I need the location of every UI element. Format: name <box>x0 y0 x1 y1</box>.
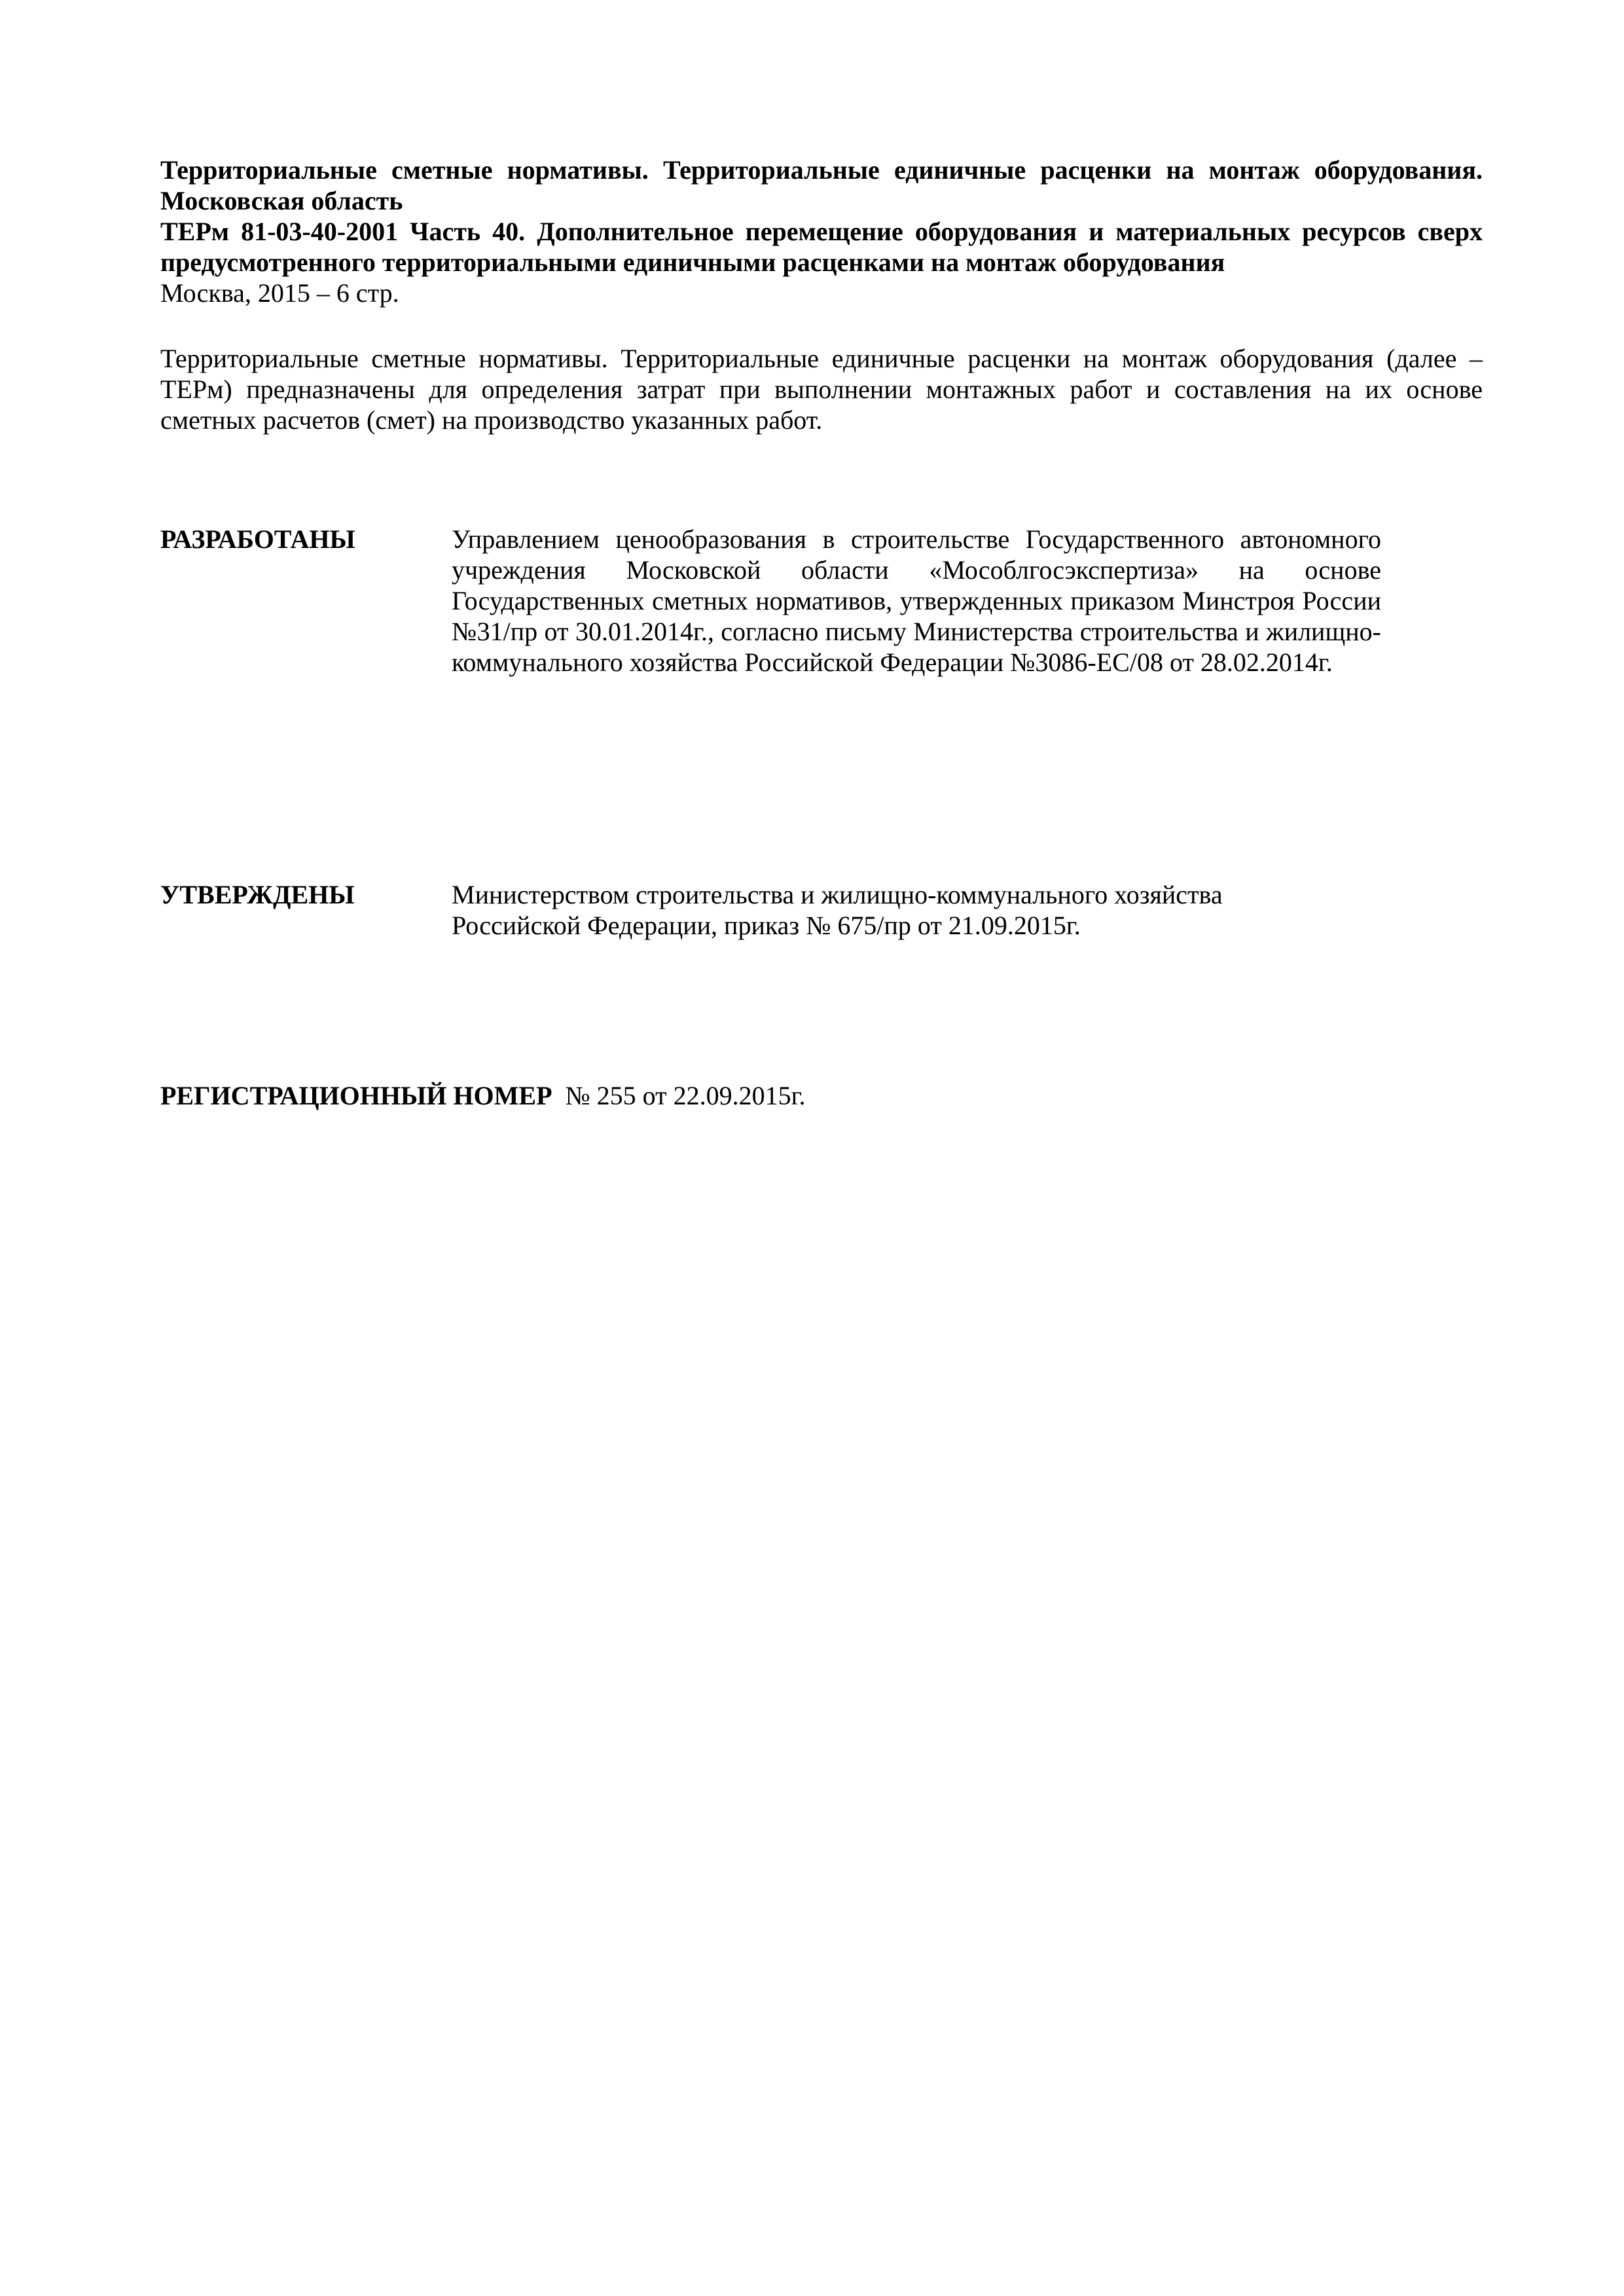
approved-line-2: Российской Федерации, приказ № 675/пр от 21.09.2015г. <box>452 911 1081 940</box>
document-header <box>160 155 1483 308</box>
registration-label: РЕГИСТРАЦИОННЫЙ НОМЕР <box>160 1081 552 1110</box>
approved-line-1: Министерством строительства и жилищно-коммунального хозяйства <box>452 880 1223 909</box>
registration-value: № 255 от 22.09.2015г. <box>565 1081 806 1110</box>
approved-text <box>452 879 1381 941</box>
intro-paragraph: Территориальные сметные нормативы. Территориальные единичные расценки на монтаж оборудования (далее – ТЕРм) предназначены для определения затрат при выполнении монтажных работ и составления на их основе сметных расчетов (смет) на производство указанных работ. <box>160 344 1483 435</box>
document-title: Территориальные сметные нормативы. Территориальные единичные расценки на монтаж оборудования. Московская область <box>160 155 1483 215</box>
developed-text: Управлением ценообразования в строительстве Государственного автономного учреждения Московской области «Мособлгосэкспертиза» на основе Государственных сметных нормативов, утвержденных приказом Минстроя России №31/пр от 30.01.2014г., согласно письму Министерства строительства и жилищно-коммунального хозяйства Российской Федерации №3086-ЕС/08 от 28.02.2014г. <box>452 524 1381 677</box>
publication-info: Москва, 2015 – 6 стр. <box>160 278 399 308</box>
document-part-title: ТЕРм 81-03-40-2001 Часть 40. Дополнительное перемещение оборудования и материальных ресурсов сверх предусмотренного территориальными единичными расценками на монтаж оборудования <box>160 217 1483 277</box>
developed-label: РАЗРАБОТАНЫ <box>160 524 355 554</box>
approved-label: УТВЕРЖДЕНЫ <box>160 880 355 909</box>
registration-line <box>160 1080 806 1111</box>
